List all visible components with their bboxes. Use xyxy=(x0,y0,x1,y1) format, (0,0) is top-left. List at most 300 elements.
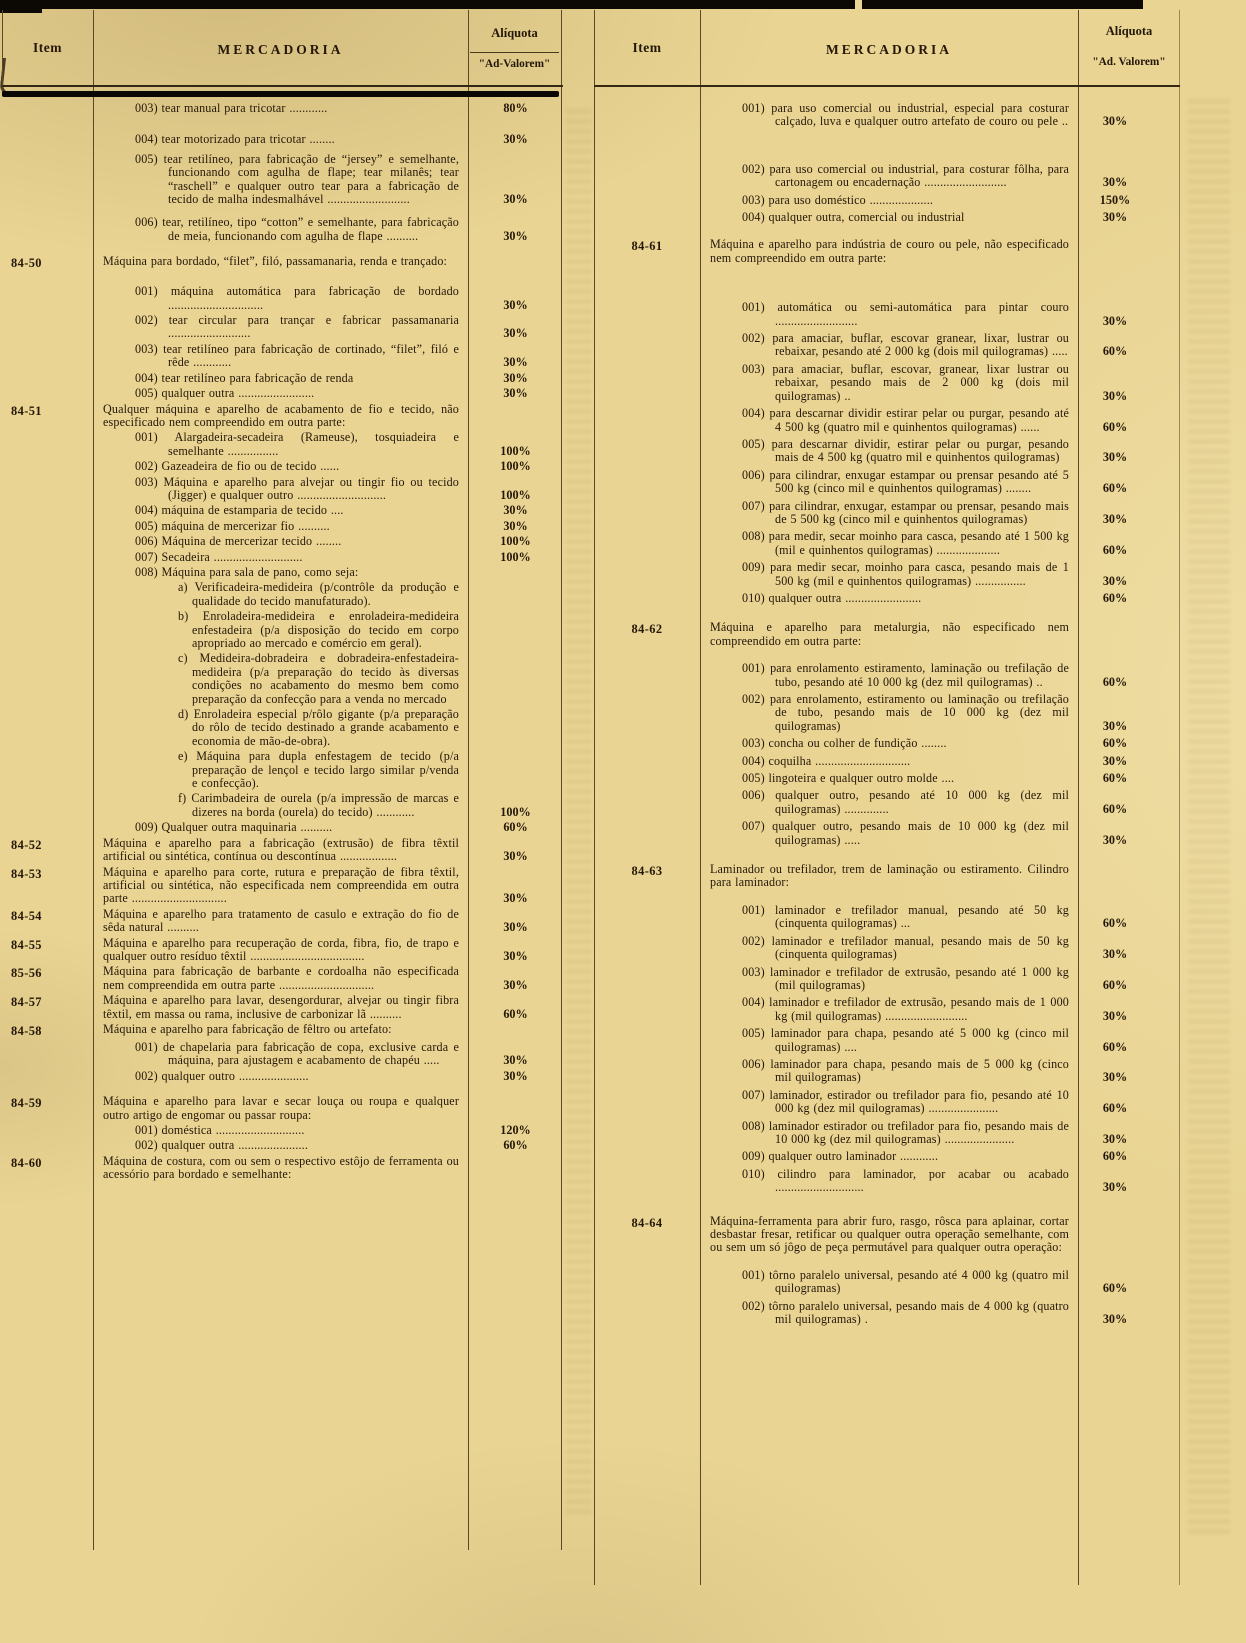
item-code: 84-55 xyxy=(11,937,42,952)
item-code xyxy=(594,966,700,993)
tariff-row xyxy=(2,343,563,370)
item-code xyxy=(2,1124,93,1137)
tariff-row xyxy=(594,163,1180,190)
tariff-row xyxy=(2,708,563,748)
tariff-row xyxy=(594,1215,1180,1255)
ad-valorem-rate: 30% xyxy=(1102,753,1128,768)
item-code: 84-59 xyxy=(11,1096,42,1111)
table-header xyxy=(594,10,1180,98)
merchandise-description: 002) laminador e trefilador manual, pesando mais de 50 kg (cinquenta quilogramas) xyxy=(742,933,1069,962)
item-code xyxy=(2,387,93,400)
tariff-row xyxy=(2,837,563,864)
header-bottom-thick-rule xyxy=(2,91,559,97)
merchandise-description: 003) Máquina e aparelho para alvejar ou tingir fio ou tecido (Jigger) e qualquer outro ............................ xyxy=(135,474,459,502)
tariff-row xyxy=(2,520,563,533)
merchandise-description: 007) para cilindrar, enxugar, estampar ou prensar, pesando mais de 5 500 kg (cinco mil e quinhentos quilogramas) xyxy=(742,498,1069,526)
item-code: 84-54 xyxy=(11,908,42,923)
ad-valorem-rate xyxy=(1078,238,1180,265)
tariff-row xyxy=(2,1041,563,1068)
ad-valorem-rate: 60% xyxy=(1102,1039,1128,1054)
tariff-row xyxy=(2,403,563,430)
item-code xyxy=(2,581,93,608)
item-code xyxy=(594,500,700,527)
tariff-row xyxy=(2,372,563,385)
item-code xyxy=(594,438,700,465)
merchandise-description: 001) laminador e trefilador manual, pesando até 50 kg (cinquenta quilogramas) ... xyxy=(742,902,1069,931)
ad-valorem-rate: 30% xyxy=(1102,114,1128,129)
item-code xyxy=(2,750,93,790)
item-code xyxy=(2,610,93,650)
item-code xyxy=(2,431,93,458)
item-code xyxy=(2,153,93,207)
merchandise-description: 001) máquina automática para fabricação de bordado .............................. xyxy=(135,284,459,312)
ad-valorem-rate xyxy=(468,1095,563,1122)
item-code xyxy=(594,332,700,359)
merchandise-description: d) Enroladeira especial p/rôlo gigante (p/a preparação do rôlo de tecido destinado a grande acabamento e economia de mão-de-obra). xyxy=(178,707,459,748)
merchandise-description: Qualquer máquina e aparelho de acabamento de fio e tecido, não especificado nem compreendido em outra parte: xyxy=(103,401,459,429)
merchandise-description: Máquina e aparelho para metalurgia, não especificado nem compreendido em outra parte: xyxy=(710,620,1069,648)
item-code xyxy=(594,904,700,931)
tariff-row xyxy=(2,535,563,548)
item-code xyxy=(2,133,93,146)
merchandise-description: 009) Qualquer outra maquinaria .......... xyxy=(135,820,333,835)
ad-valorem-rate: 80% xyxy=(503,101,528,115)
item-code xyxy=(2,821,93,834)
merchandise-description: 004) qualquer outra, comercial ou industrial xyxy=(742,210,965,225)
ad-valorem-rate xyxy=(468,255,563,271)
merchandise-description: Máquina e aparelho para tratamento de casulo e extração do fio de sêda natural .......... xyxy=(103,906,459,935)
ad-valorem-rate xyxy=(468,652,563,706)
bleed-through-smudge xyxy=(1188,100,1230,1540)
ad-valorem-rate xyxy=(1078,863,1180,890)
item-code xyxy=(594,1027,700,1054)
item-code xyxy=(594,301,700,328)
tariff-row xyxy=(594,935,1180,962)
rate-column-header: Alíquota xyxy=(1105,24,1153,38)
ad-valorem-rate: 30% xyxy=(1102,573,1128,588)
item-code xyxy=(594,407,700,434)
tariff-row xyxy=(594,530,1180,557)
tariff-row xyxy=(594,332,1180,359)
merchandise-description: 003) tear manual para tricotar ............ xyxy=(135,101,328,115)
ad-valorem-rate: 60% xyxy=(503,820,528,835)
ad-valorem-rate: 60% xyxy=(1102,1149,1128,1164)
merchandise-description: 005) máquina de mercerizar fio .......... xyxy=(135,518,330,533)
item-code xyxy=(2,708,93,748)
merchandise-description: 004) para descarnar dividir estirar pelar ou purgar, pesando até 4 500 kg (quatro mil e quinhentos quilogramas) ...... xyxy=(742,406,1069,434)
merchandise-description: 003) tear retilíneo para fabricação de cortinado, “filet”, filó e rêde ............ xyxy=(135,341,459,370)
tariff-row xyxy=(594,662,1180,689)
tariff-row xyxy=(2,460,563,473)
header-bottom-rule xyxy=(2,85,563,87)
item-code xyxy=(594,592,700,605)
merchandise-description: 006) para cilindrar, enxugar estampar ou prensar pesando até 5 500 kg (cinco mil e quinhentos quilogramas) ........ xyxy=(742,467,1069,496)
tariff-row xyxy=(594,1058,1180,1085)
ad-valorem-rate: 100% xyxy=(500,459,531,474)
tariff-row xyxy=(594,1120,1180,1147)
tariff-row xyxy=(2,965,563,992)
merchandise-description: e) Máquina para dupla enfestagem de tecido (p/a preparação de lençol e tecido largo similar p/venda e confecção). xyxy=(178,749,459,791)
merchandise-description: 007) qualquer outro, pesando mais de 10 000 kg (dez mil quilogramas) ..... xyxy=(742,819,1069,847)
ad-valorem-rate: 60% xyxy=(1102,801,1128,816)
item-code: 84-63 xyxy=(631,864,663,879)
ad-valorem-rate: 30% xyxy=(503,355,528,370)
tariff-row xyxy=(2,1124,563,1137)
item-code xyxy=(594,1089,700,1116)
merchandise-description: 002) para uso comercial ou industrial, para costurar fôlha, para cartonagem ou encadernação .......................... xyxy=(742,161,1069,190)
ad-valorem-rate: 150% xyxy=(1099,192,1131,207)
merchandise-description: 001) de chapelaria para fabricação de copa, exclusive carda e máquina, para ajustagem e acabamento de chapéu ..... xyxy=(135,1039,459,1068)
merchandise-description: 001) doméstica ............................ xyxy=(135,1123,305,1137)
tariff-row xyxy=(594,592,1180,605)
merchandise-description: Máquina e aparelho para lavar, desengordurar, alvejar ou tingir fibra têxtil, em massa ou rama, inclusive de carbonizar lã .......... xyxy=(103,993,459,1021)
tariff-row xyxy=(594,407,1180,434)
ad-valorem-rate: 100% xyxy=(500,549,531,564)
tariff-row xyxy=(594,102,1180,129)
merchandise-description: 003) para amaciar, buflar, escovar, granear, lixar lustrar ou rebaixar, pesando mais de 2 000 kg (dois mil quilogramas) .. xyxy=(742,361,1069,403)
ad-valorem-rate: 60% xyxy=(1102,1101,1128,1116)
item-code: 84-50 xyxy=(11,256,42,271)
tariff-row xyxy=(594,469,1180,496)
merchandise-description: c) Medideira-dobradeira e dobradeira-enfestadeira-medideira (p/a preparação do tecido às diversas condições no acabamento do mesmo bem como preparação da confecção para a venda no mercado xyxy=(178,651,459,706)
bleed-through-smudge xyxy=(566,110,592,1520)
item-code: 84-61 xyxy=(631,239,663,254)
header-sub-rule xyxy=(470,52,559,53)
ad-valorem-rate: 30% xyxy=(1102,388,1128,403)
item-code xyxy=(2,216,93,243)
merchandise-description: Máquina e aparelho para fabricação de fêltro ou artefato: xyxy=(103,1021,392,1036)
tariff-row xyxy=(2,216,563,243)
merchandise-description: 004) máquina de estamparia de tecido .... xyxy=(135,503,344,518)
item-code xyxy=(594,1168,700,1195)
ad-valorem-label: "Ad-Valorem" xyxy=(478,58,551,70)
item-code: 84-64 xyxy=(631,1215,663,1230)
item-code xyxy=(594,211,700,224)
tariff-row xyxy=(594,238,1180,265)
tariff-row xyxy=(2,1095,563,1122)
ad-valorem-rate: 30% xyxy=(503,370,528,385)
item-code: 85-56 xyxy=(11,966,42,981)
item-code xyxy=(594,1269,700,1296)
item-code xyxy=(594,469,700,496)
item-code xyxy=(594,194,700,207)
item-code xyxy=(2,102,93,115)
tariff-row xyxy=(594,621,1180,648)
item-code xyxy=(594,662,700,689)
item-code xyxy=(594,755,700,768)
tariff-row xyxy=(2,908,563,935)
ad-valorem-rate: 100% xyxy=(500,804,531,819)
tariff-row xyxy=(594,863,1180,890)
item-code xyxy=(2,314,93,341)
item-code xyxy=(2,476,93,503)
item-column-header: Item xyxy=(33,40,62,55)
merchandise-description: 005) lingoteira e qualquer outro molde .... xyxy=(742,771,955,786)
merchandise-description: f) Carimbadeira de ourela (p/a impressão de marcas e dizeres na borda (ourela) do tecido) ............ xyxy=(178,791,459,819)
tariff-row xyxy=(594,1168,1180,1195)
merchandise-description: 002) qualquer outro ...................... xyxy=(135,1068,309,1083)
item-code xyxy=(594,1120,700,1147)
merchandise-description: 001) para enrolamento estiramento, laminação ou trefilação de tubo, pesando até 10 000 kg (dez mil quilogramas) .. xyxy=(742,661,1069,689)
merchandise-description: 006) laminador para chapa, pesando mais de 5 000 kg (cinco mil quilogramas) xyxy=(742,1056,1069,1085)
ad-valorem-rate xyxy=(468,750,563,790)
tariff-row xyxy=(2,314,563,341)
item-code xyxy=(2,343,93,370)
item-code xyxy=(594,363,700,403)
merchandise-description: Máquina e aparelho para recuperação de corda, fibra, fio, de trapo e qualquer outro resíduo têxtil .................................... xyxy=(103,935,459,963)
tariff-row xyxy=(2,504,563,517)
tariff-row xyxy=(594,1150,1180,1163)
top-ink-bar xyxy=(6,0,855,9)
tariff-row xyxy=(594,500,1180,527)
left-column-body xyxy=(2,102,563,1182)
ad-valorem-rate: 30% xyxy=(1102,1180,1128,1195)
merchandise-description: 003) para uso doméstico .................... xyxy=(742,192,934,207)
item-code xyxy=(594,820,700,847)
tariff-row xyxy=(2,566,563,579)
ad-valorem-rate: 30% xyxy=(1102,313,1128,328)
merchandise-description: 001) automática ou semi-automática para pintar couro .......................... xyxy=(742,300,1069,328)
merchandise-description: 006) Máquina de mercerizar tecido ........ xyxy=(135,534,342,549)
ad-valorem-rate: 30% xyxy=(1102,511,1128,526)
tariff-row xyxy=(2,133,563,146)
merchandise-description: 009) para medir secar, moinho para casca, pesando mais de 1 500 kg (mil e quinhentos quilogramas) ................ xyxy=(742,560,1069,588)
merchandise-description: Máquina e aparelho para lavar e secar louça ou roupa e qualquer outro artigo de engomar ou passar roupa: xyxy=(103,1094,459,1122)
tariff-row xyxy=(594,438,1180,465)
merchandise-description: 007) Secadeira ............................ xyxy=(135,549,303,564)
merchandise-description: 002) para amaciar, buflar, escovar granear, lixar, lustrar ou rebaixar, pesando até 2 000 kg (dois mil quilogramas) ..... xyxy=(742,331,1069,359)
merchandise-description: 008) Máquina para sala de pano, como seja: xyxy=(135,564,359,579)
item-code: 84-53 xyxy=(11,866,42,881)
ad-valorem-rate: 30% xyxy=(1102,175,1128,190)
tariff-row xyxy=(594,996,1180,1023)
tariff-row xyxy=(2,551,563,564)
item-code xyxy=(2,1139,93,1152)
table-header xyxy=(2,10,563,98)
merchandise-description: 004) laminador e trefilador de extrusão, pesando mais de 1 000 kg (mil quilogramas) .......................... xyxy=(742,995,1069,1023)
tariff-row xyxy=(594,789,1180,816)
merchandise-description: Máquina para bordado, “filet”, filó, passamanaria, renda e trançado: xyxy=(103,254,448,269)
tariff-row xyxy=(594,1089,1180,1116)
merchandise-description: Máquina de costura, com ou sem o respectivo estôjo de ferramenta ou acessório para bordado e semelhante: xyxy=(103,1153,459,1182)
right-column-body xyxy=(594,102,1180,1326)
merchandise-description: 002) Gazeadeira de fio ou de tecido ...... xyxy=(135,459,340,474)
merchandise-description: 010) qualquer outra ........................ xyxy=(742,590,922,605)
ad-valorem-rate: 30% xyxy=(503,192,528,207)
tariff-row xyxy=(594,966,1180,993)
merchandise-description: 001) tôrno paralelo universal, pesando até 4 000 kg (quatro mil quilogramas) xyxy=(742,1267,1069,1296)
tariff-row xyxy=(2,1139,563,1152)
merchandise-description: 002) para enrolamento, estiramento ou laminação ou trefilação de tubo, pesando mais de 10 000 kg (dez mil quilogramas) xyxy=(742,692,1069,733)
ad-valorem-rate: 30% xyxy=(1102,210,1128,225)
item-code xyxy=(594,102,700,129)
header-bottom-rule xyxy=(594,85,1180,87)
item-code xyxy=(594,737,700,750)
item-code: 84-60 xyxy=(11,1155,42,1170)
tariff-row xyxy=(2,285,563,312)
item-code xyxy=(2,792,93,819)
merchandise-description: 006) qualquer outro, pesando até 10 000 kg (dez mil quilogramas) .............. xyxy=(742,788,1069,816)
ad-valorem-rate: 60% xyxy=(1102,977,1128,992)
ad-valorem-rate: 100% xyxy=(500,534,531,549)
ad-valorem-rate: 60% xyxy=(1102,674,1128,689)
ad-valorem-rate: 60% xyxy=(1102,1281,1128,1296)
ad-valorem-rate: 30% xyxy=(503,326,528,341)
ad-valorem-rate xyxy=(1078,621,1180,648)
ad-valorem-rate: 60% xyxy=(503,1138,528,1153)
ad-valorem-rate: 30% xyxy=(503,920,528,935)
item-code: 84-51 xyxy=(11,403,42,418)
ad-valorem-rate: 30% xyxy=(1102,718,1128,733)
ad-valorem-rate: 60% xyxy=(1102,590,1128,605)
ad-valorem-label: "Ad. Valorem" xyxy=(1092,56,1166,68)
ad-valorem-rate xyxy=(1078,1215,1180,1255)
merchandise-column-header: MERCADORIA xyxy=(826,42,952,57)
item-code xyxy=(594,693,700,733)
item-code xyxy=(594,935,700,962)
tariff-row xyxy=(594,561,1180,588)
ad-valorem-rate xyxy=(468,581,563,608)
item-code xyxy=(594,1150,700,1163)
top-ink-bar xyxy=(862,0,1143,9)
tariff-row xyxy=(2,1155,563,1182)
ad-valorem-rate: 100% xyxy=(500,443,531,458)
ad-valorem-rate: 120% xyxy=(500,1123,531,1137)
tariff-row xyxy=(2,255,563,271)
tariff-row xyxy=(594,904,1180,931)
merchandise-description: Máquina e aparelho para corte, rutura e preparação de fibra têxtil, artificial ou sintética, não especificada nem compreendida em outra parte .............................. xyxy=(103,864,459,906)
merchandise-description: 004) coquilha .............................. xyxy=(742,753,911,768)
ad-valorem-rate: 30% xyxy=(503,849,528,864)
merchandise-description: 006) tear, retilíneo, tipo “cotton” e semelhante, para fabricação de meia, funcionando com agulha de flape .......... xyxy=(135,215,459,243)
merchandise-description: 005) para descarnar dividir, estirar pelar ou purgar, pesando mais de 4 500 kg (quatro mil e quinhentos quilogramas) xyxy=(742,436,1069,465)
merchandise-description: 005) tear retilíneo, para fabricação de “jersey” e semelhante, funcionando com agulha de flape; tear milanês; tear “raschell” e qualquer outro tear para a fabricação de tecido de malha indesmalhável .......................... xyxy=(135,151,459,207)
ad-valorem-rate: 30% xyxy=(1102,1070,1128,1085)
item-code xyxy=(594,530,700,557)
item-code: 84-52 xyxy=(11,837,42,852)
ad-valorem-rate: 30% xyxy=(503,297,528,312)
item-code xyxy=(2,504,93,517)
tariff-row xyxy=(2,652,563,706)
ad-valorem-rate: 30% xyxy=(1102,832,1128,847)
ad-valorem-rate: 30% xyxy=(1102,947,1128,962)
item-code xyxy=(594,789,700,816)
ad-valorem-rate: 60% xyxy=(1102,344,1128,359)
item-code: 84-62 xyxy=(631,622,663,637)
tariff-row xyxy=(2,153,563,207)
tariff-row xyxy=(2,937,563,964)
merchandise-column-header: MERCADORIA xyxy=(217,42,344,57)
merchandise-description: 001) para uso comercial ou industrial, especial para costurar calçado, luva e qualquer outro artefato de couro ou pele .. xyxy=(742,101,1069,129)
ad-valorem-rate: 30% xyxy=(503,503,528,518)
merchandise-description: Laminador ou trefilador, trem de laminação ou estiramento. Cilindro para laminador: xyxy=(710,862,1069,890)
item-code xyxy=(594,1300,700,1327)
tariff-row xyxy=(594,1300,1180,1327)
ad-valorem-rate xyxy=(468,610,563,650)
item-code xyxy=(2,460,93,473)
ad-valorem-rate: 30% xyxy=(503,948,528,963)
tariff-row xyxy=(594,363,1180,403)
tariff-row xyxy=(2,821,563,834)
merchandise-description: 009) qualquer outro laminador ............ xyxy=(742,1149,939,1164)
ad-valorem-rate: 30% xyxy=(503,228,528,243)
ad-valorem-rate: 30% xyxy=(1102,1131,1128,1146)
tariff-row xyxy=(594,737,1180,750)
tariff-row xyxy=(2,1023,563,1039)
ad-valorem-rate: 30% xyxy=(503,891,528,906)
ad-valorem-rate xyxy=(468,1023,563,1039)
item-code xyxy=(2,535,93,548)
tariff-row xyxy=(2,610,563,650)
item-code xyxy=(594,772,700,785)
tariff-row xyxy=(2,866,563,906)
merchandise-description: 005) qualquer outra ........................ xyxy=(135,386,315,401)
merchandise-description: Máquina e aparelho para a fabricação (extrusão) de fibra têxtil artificial ou sintética, contínua ou descontínua .................. xyxy=(103,835,459,864)
tariff-row xyxy=(594,693,1180,733)
ad-valorem-rate: 30% xyxy=(503,1053,528,1068)
tariff-row xyxy=(594,1027,1180,1054)
ad-valorem-rate xyxy=(468,403,563,430)
ad-valorem-rate: 60% xyxy=(503,1006,528,1021)
merchandise-description: b) Enroladeira-medideira e enroladeira-medideira enfestadeira (p/a disposição do tecido em corpo apropriado ao mercado e comércio em geral). xyxy=(178,609,459,650)
tariff-row xyxy=(2,431,563,458)
tariff-row xyxy=(594,755,1180,768)
item-code: 84-57 xyxy=(11,995,42,1010)
ad-valorem-rate: 30% xyxy=(503,977,528,992)
merchandise-description: 001) Alargadeira-secadeira (Rameuse), tosquiadeira e semelhante ................ xyxy=(135,430,459,458)
ad-valorem-rate: 30% xyxy=(503,518,528,533)
ad-valorem-rate: 60% xyxy=(1102,542,1128,557)
merchandise-description: a) Verificadeira-medideira (p/contrôle da produção e qualidade do tecido manufaturado). xyxy=(178,580,459,608)
tariff-row xyxy=(594,211,1180,224)
item-code xyxy=(594,163,700,190)
ad-valorem-rate: 60% xyxy=(1102,771,1128,786)
item-code xyxy=(594,996,700,1023)
merchandise-description: 004) tear motorizado para tricotar ........ xyxy=(135,132,335,147)
tariff-row xyxy=(2,1070,563,1083)
item-column-header: Item xyxy=(632,40,662,55)
ad-valorem-rate: 30% xyxy=(1102,1312,1128,1327)
rate-column-header: Alíquota xyxy=(491,26,538,40)
item-code xyxy=(2,285,93,312)
merchandise-description: 008) laminador estirador ou trefilador para fio, pesando mais de 10 000 kg (dez mil quilogramas) ...................... xyxy=(742,1118,1069,1146)
merchandise-description: 003) laminador e trefilador de extrusão, pesando até 1 000 kg (mil quilogramas) xyxy=(742,964,1069,992)
ad-valorem-rate: 30% xyxy=(503,1068,528,1083)
tariff-row xyxy=(594,301,1180,328)
tariff-row xyxy=(2,476,563,503)
item-code xyxy=(2,520,93,533)
ad-valorem-rate xyxy=(468,708,563,748)
merchandise-description: Máquina para fabricação de barbante e cordoalha não especificada nem compreendida em outra parte .............................. xyxy=(103,964,459,992)
item-code xyxy=(594,561,700,588)
item-code xyxy=(2,551,93,564)
ad-valorem-rate: 60% xyxy=(1102,481,1128,496)
merchandise-description: 002) qualquer outra ...................... xyxy=(135,1138,309,1153)
merchandise-description: Máquina-ferramenta para abrir furo, rasgo, rôsca para aplainar, cortar desbastar fresar, retificar ou qualquer outra operação semelhante, com ou sem um só jôgo de peça permutável para qualquer outra operação: xyxy=(710,1213,1069,1255)
item-code xyxy=(2,1070,93,1083)
ad-valorem-rate: 30% xyxy=(1102,1008,1128,1023)
item-code xyxy=(594,1058,700,1085)
merchandise-description: 004) tear retilíneo para fabricação de renda xyxy=(135,370,354,385)
tariff-row xyxy=(2,750,563,790)
ad-valorem-rate: 30% xyxy=(503,132,528,147)
tariff-row xyxy=(2,387,563,400)
merchandise-description: 008) para medir, secar moinho para casca, pesando até 1 500 kg (mil e quinhentos quilogramas) .................... xyxy=(742,529,1069,557)
merchandise-description: Máquina e aparelho para indústria de couro ou pele, não especificado nem compreendido em outra parte: xyxy=(710,237,1069,265)
tariff-row xyxy=(594,194,1180,207)
tariff-row xyxy=(594,820,1180,847)
ad-valorem-rate xyxy=(468,1155,563,1182)
